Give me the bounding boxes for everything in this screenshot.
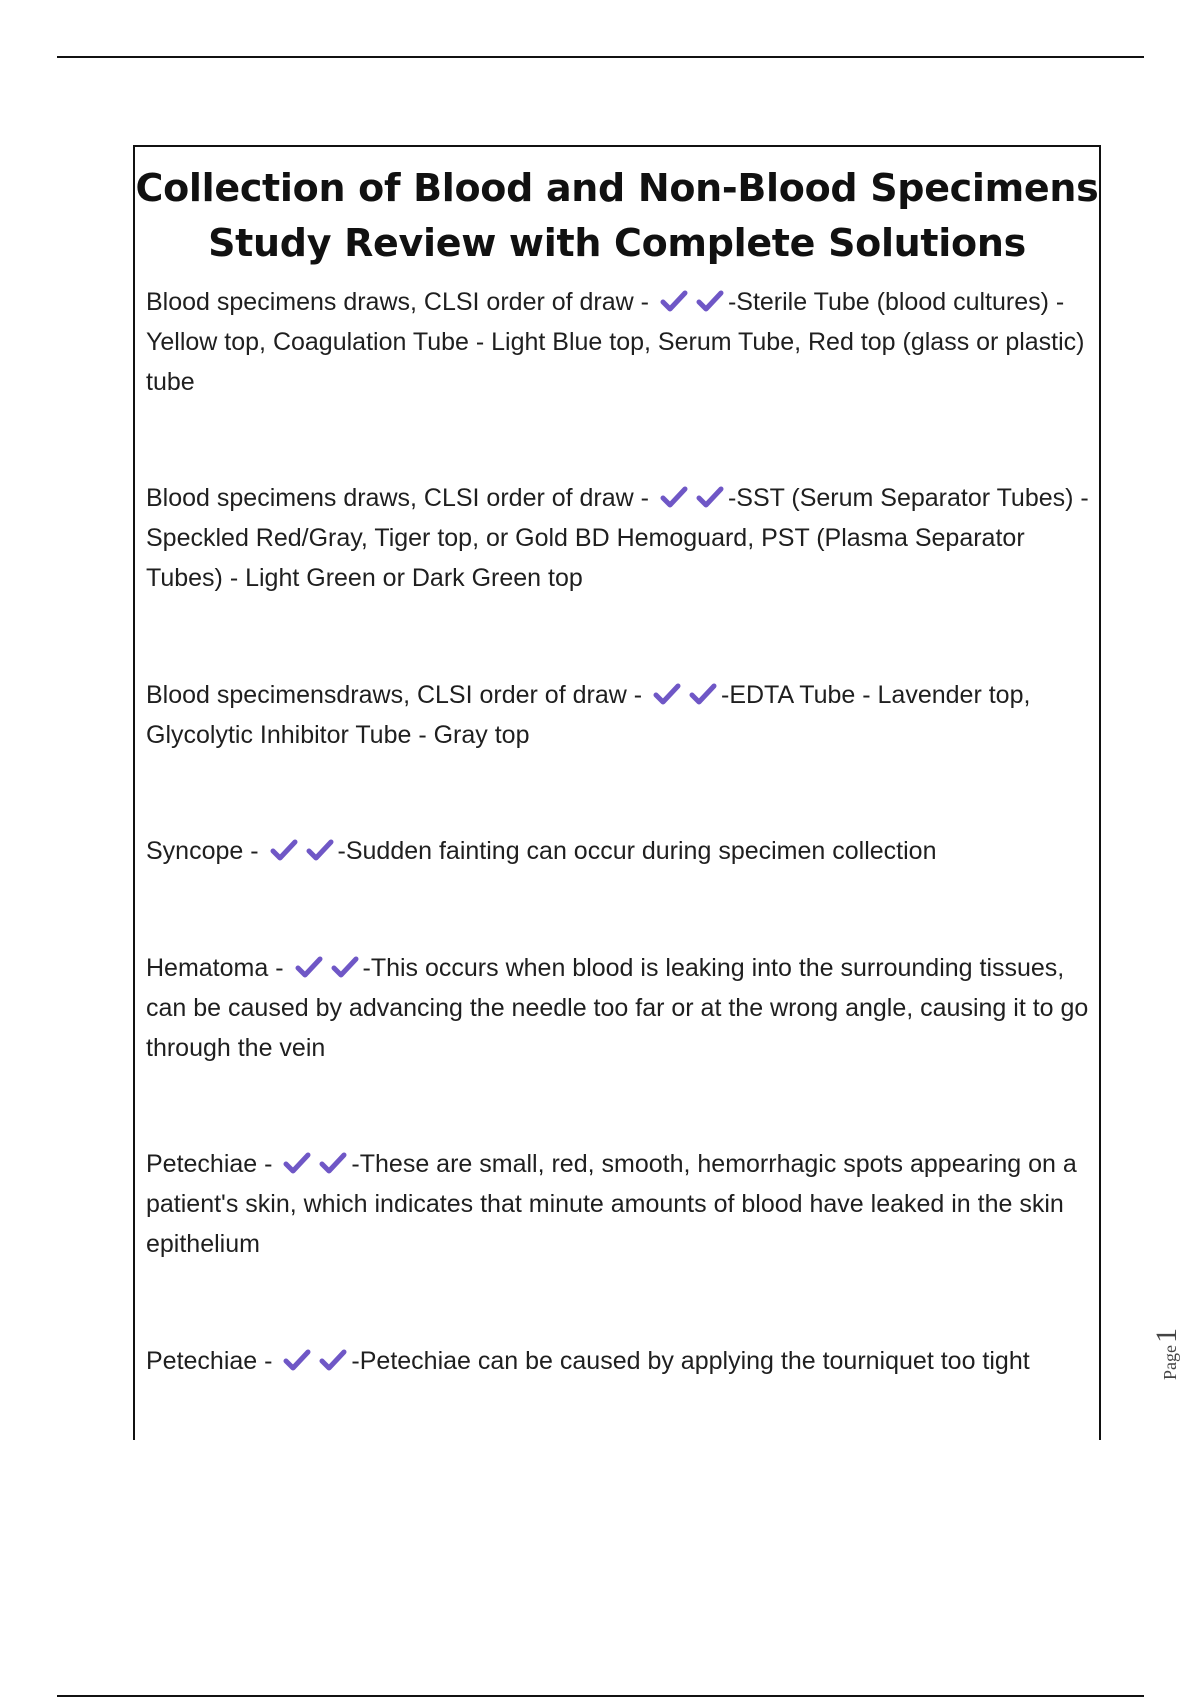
header-rule [57,56,1144,58]
entry-term: Syncope - [146,837,259,865]
checkmark-icon [319,1151,347,1175]
entry-term: Blood specimens draws, CLSI order of draw - [146,484,649,512]
title-line-1: Collection of Blood and Non-Blood Specimens [135,166,1099,210]
checkmark-icon [696,485,724,509]
qa-entry [146,1144,1096,1264]
entry-term: Blood specimens draws, CLSI order of draw - [146,288,649,316]
qa-entry [146,478,1096,598]
entry-term: Blood specimensdraws, CLSI order of draw - [146,681,643,709]
qa-entry [146,948,1096,1068]
document-title [135,161,1099,271]
page-number [1150,1300,1183,1380]
checkmark-icon [660,289,688,313]
checkmark-icon [270,838,298,862]
qa-entry [146,282,1096,402]
entry-answer: -Petechiae can be caused by applying the tourniquet too tight [351,1347,1030,1375]
checkmark-icon [283,1348,311,1372]
checkmark-icon [283,1151,311,1175]
qa-entry [146,675,1096,755]
entry-term: Petechiae - [146,1347,273,1375]
qa-entry [146,1341,1030,1381]
entry-answer: -Sterile Tube (blood cultures) - Yellow top, Coagulation Tube - Light Blue top, Serum Tube, Red top (glass or plastic) tube [146,288,1085,396]
checkmark-icon [660,485,688,509]
checkmark-icon [653,682,681,706]
entry-term: Hematoma - [146,954,284,982]
qa-entry [146,831,936,871]
document-content-box [133,145,1101,1440]
entry-term: Petechiae - [146,1150,273,1178]
entry-answer: -These are small, red, smooth, hemorrhagic spots appearing on a patient's skin, which indicates that minute amounts of blood have leaked in the skin epithelium [146,1150,1077,1258]
entry-answer: -SST (Serum Separator Tubes) - Speckled Red/Gray, Tiger top, or Gold BD Hemoguard, PST (Plasma Separator Tubes) - Light Green or Dark Green top [146,484,1089,592]
entry-answer: -EDTA Tube - Lavender top, Glycolytic Inhibitor Tube - Gray top [146,681,1031,749]
checkmark-icon [319,1348,347,1372]
checkmark-icon [696,289,724,313]
page-digit: 1 [1150,1328,1183,1343]
footer-rule [57,1695,1144,1697]
checkmark-icon [331,955,359,979]
entry-answer: -This occurs when blood is leaking into the surrounding tissues, can be caused by advancing the needle too far or at the wrong angle, causing it to go through the vein [146,954,1089,1062]
checkmark-icon [295,955,323,979]
checkmark-icon [306,838,334,862]
title-line-2: Study Review with Complete Solutions [208,221,1026,265]
checkmark-icon [689,682,717,706]
page-label: Page [1160,1345,1180,1380]
entry-answer: -Sudden fainting can occur during specimen collection [337,837,937,865]
